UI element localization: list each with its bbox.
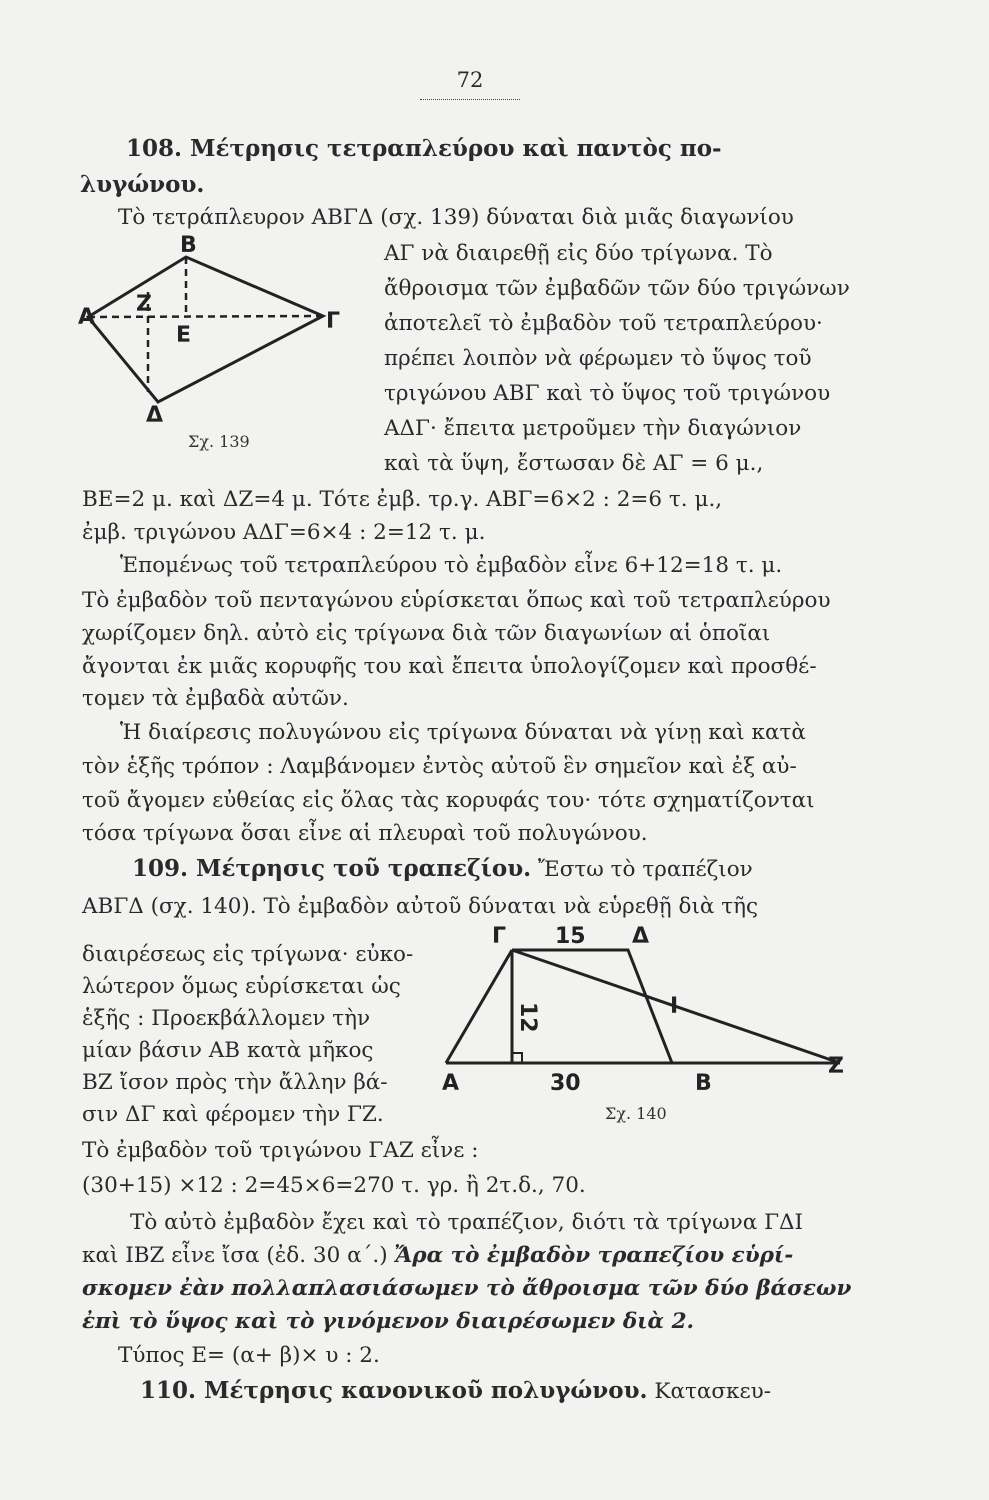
figure-139-caption: Σχ. 139 xyxy=(188,432,250,451)
section-108-body-line: τὸν ἑξῆς τρόπον : Λαμβάνομεν ἐντὸς αὐτοῦ ἓν σημεῖον καὶ ἐξ αὐ- xyxy=(82,754,797,779)
page-number: 72 xyxy=(456,68,484,92)
section-110-rest: Κατασκευ- xyxy=(654,1379,771,1404)
label-g: Γ xyxy=(326,309,341,334)
section-109-heading xyxy=(132,856,753,883)
label-i: Ι xyxy=(670,994,679,1019)
section-109-side-line: λώτερον ὅμως εὑρίσκεται ὡς xyxy=(82,974,401,999)
section-109-title-rest: Ἔστω τὸ τραπέζιον xyxy=(538,857,753,882)
section-108-body-line: ἄγονται ἐκ μιᾶς κορυφῆς του καὶ ἔπειτα ὑπολογίζομεν καὶ προσθέ- xyxy=(82,654,817,679)
section-109-rule-line: ἐπὶ τὸ ὕψος καὶ τὸ γινόμενον διαιρέσωμεν διὰ 2. xyxy=(82,1309,695,1334)
side-ag xyxy=(446,950,512,1063)
section-109-title: 109. Μέτρησις τοῦ τραπεζίου. xyxy=(132,855,532,882)
section-109-equal-line xyxy=(82,1243,793,1269)
section-108-body-line: ἐμβ. τριγώνου ΑΔΓ=6×4 : 2=12 τ. μ. xyxy=(82,520,486,545)
section-109-side-line: ἑξῆς : Προεκβάλλομεν τὴν xyxy=(82,1006,371,1031)
figure-139-quadrilateral xyxy=(78,232,358,462)
section-109-triangle-area: Τὸ ἐμβαδὸν τοῦ τριγώνου ΓΑΖ εἶνε : xyxy=(82,1138,479,1163)
header-rule xyxy=(420,99,520,100)
diagonal-ag xyxy=(88,316,323,317)
quadrilateral-outline xyxy=(88,257,323,402)
section-108-body-line: Ἡ διαίρεσις πολυγώνου εἰς τρίγωνα δύναται νὰ γίνῃ καὶ κατὰ xyxy=(120,720,806,745)
figure-140-caption: Σχ. 140 xyxy=(605,1104,667,1123)
section-108-side-line: τριγώνου ΑΒΓ καὶ τὸ ὕψος τοῦ τριγώνου xyxy=(384,381,831,406)
section-108-side-line: ἄθροισμα τῶν ἐμβαδῶν τῶν δύο τριγώνων xyxy=(384,276,850,301)
label-d: Δ xyxy=(632,925,650,949)
section-109-side-line: διαιρέσεως εἰς τρίγωνα· εὐκο- xyxy=(82,942,414,967)
label-b: Β xyxy=(695,1071,712,1096)
label-a: Α xyxy=(442,1071,460,1096)
section-108-side-line: ΑΓ νὰ διαιρεθῇ εἰς δύο τρίγωνα. Τὸ xyxy=(384,241,773,266)
label-top-base: 15 xyxy=(555,925,586,949)
section-108-side-line: ἀποτελεῖ τὸ ἐμβαδὸν τοῦ τετραπλεύρου· xyxy=(384,311,823,336)
section-108-body-line: ΒΕ=2 μ. καὶ ΔΖ=4 μ. Τότε ἐμβ. τρ.γ. ΑΒΓ=6×2 : 2=6 τ. μ., xyxy=(82,487,723,512)
section-109-formula-type: Τύπος Ε= (α+ β)× υ : 2. xyxy=(118,1343,380,1368)
section-108-body-line: χωρίζομεν δηλ. αὐτὸ εἰς τρίγωνα διὰ τῶν διαγωνίων αἱ ὁποῖαι xyxy=(82,621,771,646)
label-d: Δ xyxy=(146,403,164,428)
section-109-formula: (30+15) ×12 : 2=45×6=270 τ. γρ. ἢ 2τ.δ., 70. xyxy=(82,1173,586,1198)
label-e: Ε xyxy=(176,323,192,348)
section-109-equal: καὶ ΙΒΖ εἶνε ἴσα (ἐδ. 30 α΄.) xyxy=(82,1243,388,1268)
section-109-rule-line: σκομεν ἐὰν πολλαπλασιάσωμεν τὸ ἄθροισμα τῶν δύο βάσεων xyxy=(82,1276,852,1301)
section-108-body-line: Ἑπομένως τοῦ τετραπλεύρου τὸ ἐμβαδὸν εἶνε 6+12=18 τ. μ. xyxy=(120,553,783,578)
section-108-body-line: τοῦ ἄγομεν εὐθείας εἰς ὅλας τὰς κορυφάς του· τότε σχηματίζονται xyxy=(82,788,815,813)
label-z: Ζ xyxy=(136,292,152,317)
section-109-line: ΑΒΓΔ (σχ. 140). Τὸ ἐμβαδὸν αὐτοῦ δύναται νὰ εὑρεθῇ διὰ τῆς xyxy=(82,894,759,919)
section-108-body-line: Τὸ ἐμβαδὸν τοῦ πενταγώνου εὑρίσκεται ὅπως καὶ τοῦ τετραπλεύρου xyxy=(82,588,831,613)
section-109-after: Τὸ αὐτὸ ἐμβαδὸν ἔχει καὶ τὸ τραπέζιον, διότι τὰ τρίγωνα ΓΔΙ xyxy=(130,1210,804,1235)
label-z: Ζ xyxy=(828,1054,844,1079)
section-110-title: 110. Μέτρησις κανονικοῦ πολυγώνου. xyxy=(140,1377,648,1404)
section-108-side-line: ΑΔΓ· ἔπειτα μετροῦμεν τὴν διαγώνιον xyxy=(384,416,802,441)
figure-140-trapezoid xyxy=(440,925,860,1130)
section-108-body-line: τόσα τρίγωνα ὅσαι εἶνε αἱ πλευραὶ τοῦ πολυγώνου. xyxy=(82,821,648,846)
section-110-heading xyxy=(140,1378,771,1405)
label-base: 30 xyxy=(550,1071,581,1096)
label-height: 12 xyxy=(515,1002,540,1033)
section-108-side-line: πρέπει λοιπὸν νὰ φέρωμεν τὸ ὕψος τοῦ xyxy=(384,346,812,371)
label-g: Γ xyxy=(492,925,507,949)
section-108-intro: Τὸ τετράπλευρον ΑΒΓΔ (σχ. 139) δύναται διὰ μιᾶς διαγωνίου xyxy=(118,205,794,230)
label-b: Β xyxy=(180,233,197,258)
section-108-title: 108. Μέτρησις τετραπλεύρου καὶ παντὸς πο- xyxy=(126,135,722,162)
section-109-rule: Ἄρα τὸ ἐμβαδὸν τραπεζίου εὑρί- xyxy=(394,1243,794,1268)
section-109-side-line: μίαν βάσιν ΑΒ κατὰ μῆκος xyxy=(82,1038,374,1063)
section-109-side-line: σιν ΔΓ καὶ φέρομεν τὴν ΓΖ. xyxy=(82,1102,384,1127)
section-109-side-line: ΒΖ ἴσον πρὸς τὴν ἄλλην βά- xyxy=(82,1070,388,1095)
section-108-title-cont: λυγώνου. xyxy=(80,171,205,198)
section-108-body-line: τομεν τὰ ἐμβαδὰ αὐτῶν. xyxy=(82,686,349,711)
label-a: Α xyxy=(78,305,96,330)
section-108-side-line: καὶ τὰ ὕψη, ἔστωσαν δὲ ΑΓ = 6 μ., xyxy=(384,451,764,476)
